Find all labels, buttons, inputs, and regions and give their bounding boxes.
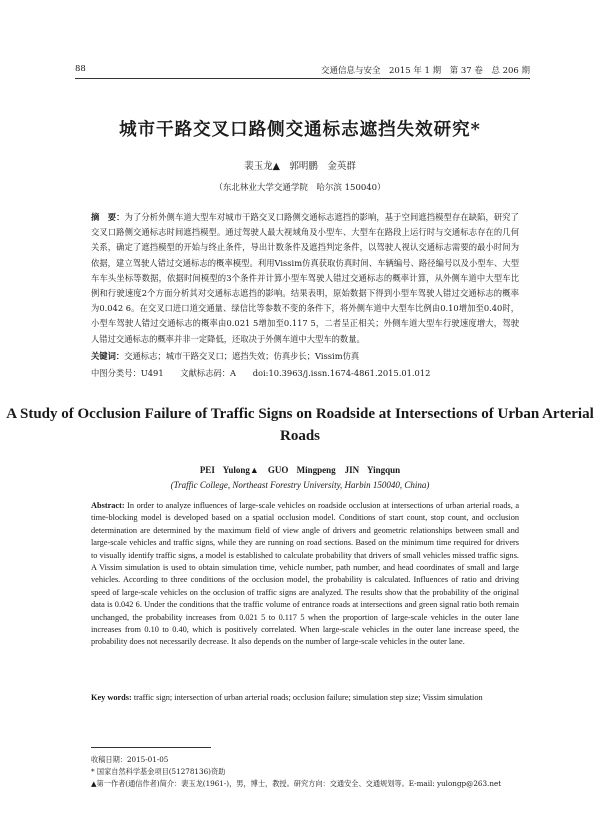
keywords-chinese [91, 350, 519, 362]
keywords-english [91, 692, 519, 704]
footnote-author: ▲第一作者(通信作者)简介：裴玉龙(1961-)，男，博士，教授。研究方向：交通安全、交通规划等。E-mail: yulongp@263.net [91, 779, 502, 788]
clc-number: 中图分类号：U491 [91, 368, 164, 378]
classification-line [91, 367, 519, 379]
keywords-label-en: Key words: [91, 693, 132, 702]
keywords-text-cn: 交通标志；城市干路交叉口；遮挡失效；仿真步长；Vissim仿真 [124, 351, 360, 361]
authors-english: PEI Yulong▲ GUO Mingpeng JIN Yingqun [199, 465, 401, 475]
document-code: 文献标志码：A [180, 368, 237, 378]
header-rule [75, 78, 530, 79]
abstract-text-cn: 为了分析外侧车道大型车对城市干路交叉口路侧交通标志遮挡的影响，基于空间遮挡模型存在缺陷，研究了交叉口路侧交通标志时间遮挡模型。通过驾驶人最大视域角及小型车、大型车在路段上运行时与交通标志存在的几何关系，确定了遮挡模型的开始与终止条件，导出计数条件及遮挡判定条件，以驾驶人视认交通标志需要的最小时间为依据，建立驾驶人错过交通标志的概率模型。利用Vissim仿真获取仿真时间、车辆编号、路径编号以及小型车、大型车车头坐标等数据，依据时间模型的3个条件并计算小型车驾驶人错过交通标志的概率计算，从外侧车道中大型车比例和行驶速度2个方面分析其对交通标志遮挡的影响。结果表明，原始数据下得到小型车驾驶人错过交通标志的概率为0.042 6。在交叉口进口道交通量、绿信比等参数不变的条件下，将外侧车道中大型车比例由0.10增加至0.40时，小型车驾驶人错过交通标志的概率由0.021 5增加至0.117 5，二者呈正相关；外侧车道大型车行驶速度增大，驾驶人错过交通标志的概率并非一定降低，还取决于外侧车道中大型车的数量。 [91, 212, 519, 344]
title-chinese: 城市干路交叉口路侧交通标志遮挡失效研究* [119, 120, 481, 140]
abstract-label-cn: 摘 要： [91, 212, 125, 222]
footnote-rule [91, 747, 211, 748]
footnote-fund: * 国家自然科学基金项目(51278136)资助 [91, 767, 226, 776]
keywords-label-cn: 关键词： [91, 351, 125, 361]
journal-header: 交通信息与安全 2015 年 1 期 第 37 卷 总 206 期 [321, 66, 530, 76]
keywords-text-en: traffic sign; intersection of urban arterial roads; occlusion failure; simulation step size; Vissim simulation [133, 693, 483, 702]
abstract-english [91, 500, 519, 649]
title-english: A Study of Occlusion Failure of Traffic Signs on Roadside at Intersections of Urban Arterial Roads [6, 406, 594, 444]
abstract-chinese [91, 210, 519, 347]
affiliation-chinese: （东北林业大学交通学院 哈尔滨 150040） [214, 183, 386, 193]
abstract-label-en: Abstract: [91, 501, 125, 510]
authors-chinese: 裴玉龙▲ 郭明鹏 金英群 [244, 161, 356, 172]
doi: doi:10.3963/j.issn.1674-4861.2015.01.012 [252, 368, 431, 378]
footnote-received: 收稿日期：2015-01-05 [91, 755, 169, 764]
abstract-text-en: In order to analyze influences of large-scale vehicles on roadside occlusion at intersections of urban arterial roads, a time-blocking model is developed based on a spatial occlusion model. Conditions of start count, stop count, and occlusion determination are determined by the maximum field of view angle of drivers and geometric relationships between small and large-scale vehicles and traffic signs, while they are running on road sections. Based on the minimum time required for drivers to visually identify traffic signs, a model is established to calculate probability that drivers of small vehicles missed traffic signs. A Vissim simulation is used to obtain simulation time, vehicle number, path number, and head coordinates of small and large vehicles. According to three conditions of the occlusion model, the probability is calculated. Influences of ratio and driving speed of large-scale vehicles on the occlusion of traffic signs are analyzed. The results show that the probability of the original data is 0.042 6. Under the conditions that the traffic volume of entrance roads at intersections and green signal ratio both remain unchanged, the probability increases from 0.021 5 to 0.117 5 when the proportion of large-scale vehicles in the outer lane increases from 0.10 to 0.40, which is positively correlated. When large-scale vehicles in the outer lane increase speed, the probability does not necessarily decrease. It also depends on the number of large-scale vehicles in the outer lane. [91, 501, 520, 647]
affiliation-english: (Traffic College, Northeast Forestry University, Harbin 150040, China) [170, 480, 430, 490]
page-number: 88 [75, 64, 86, 74]
